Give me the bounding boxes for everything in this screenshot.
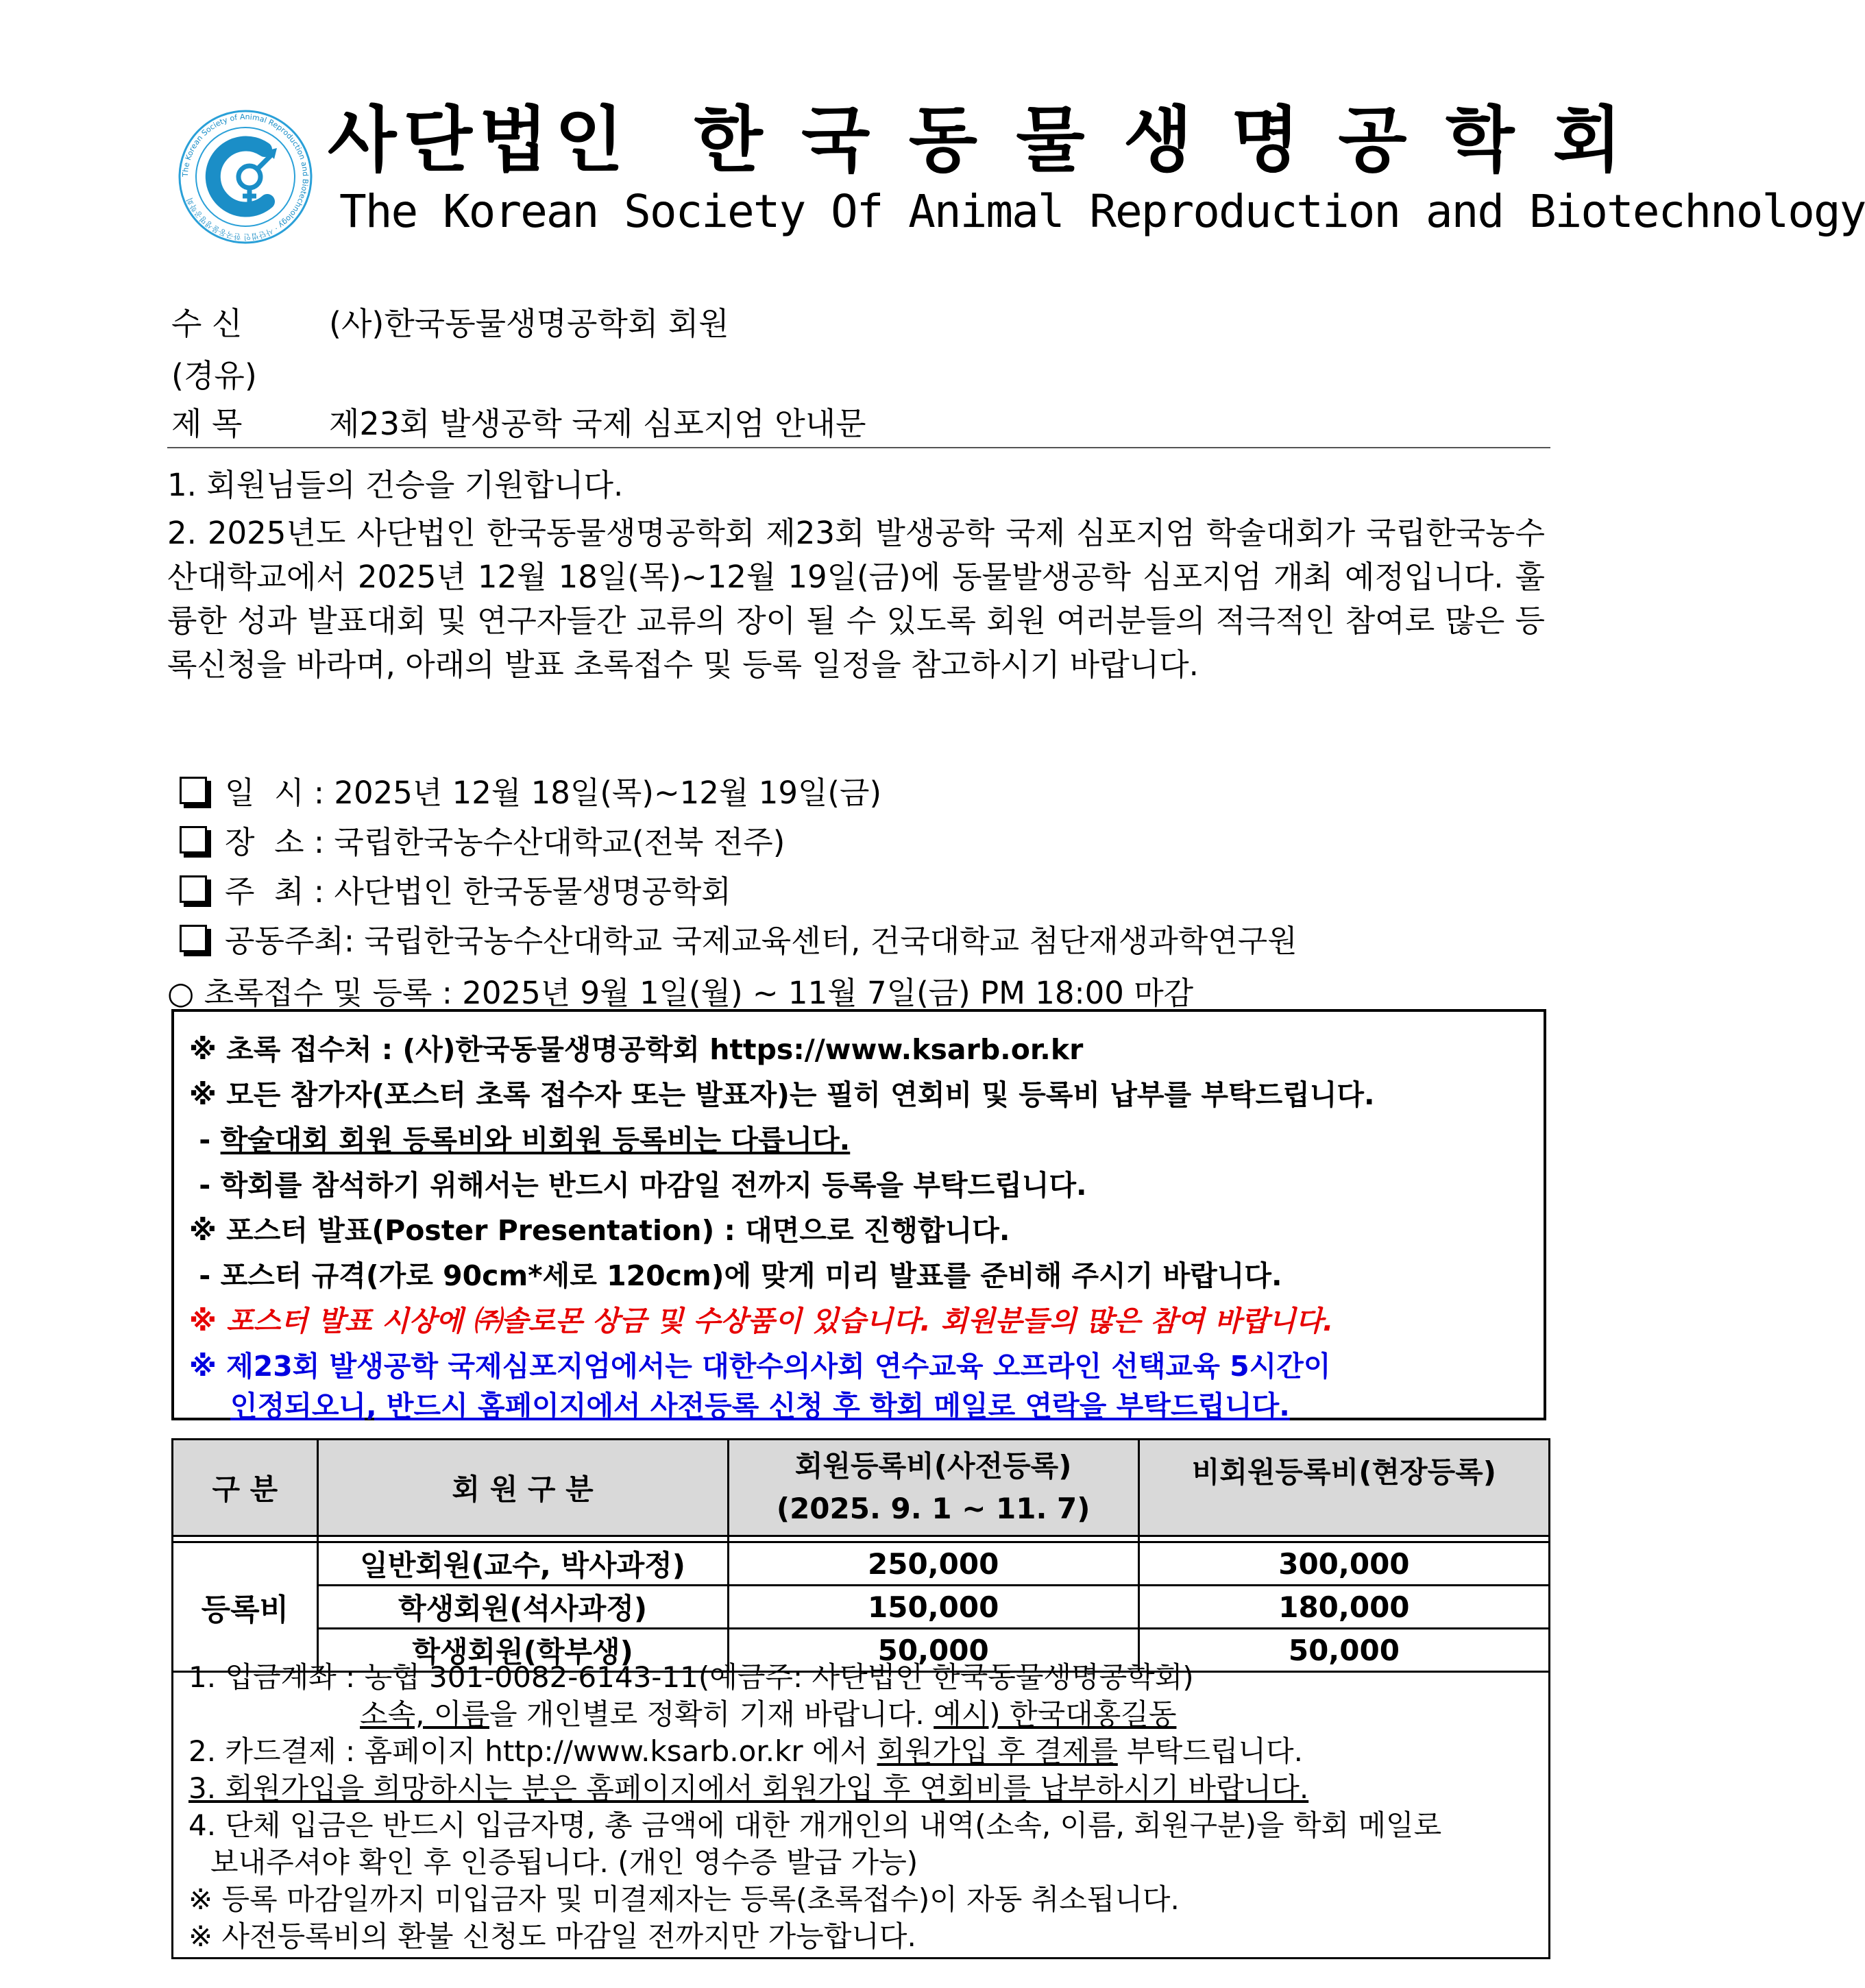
member-type-cell: 일반회원(교수, 박사과정) (317, 1542, 728, 1586)
member-type-cell: 학생회원(석사과정) (317, 1586, 728, 1629)
payment-account: 1. 입금계좌 : 농협 301-0082-6143-11(예금주: 사단법인 한국동물생명공학회) (188, 1660, 1194, 1694)
checkbox-icon (180, 777, 207, 804)
checkbox-icon (180, 875, 207, 903)
recipient-label: 수 신 (171, 305, 243, 342)
notice-fee-difference: - 학술대회 회원 등록비와 비회원 등록비는 다릅니다. (189, 1124, 851, 1156)
checkbox-icon (180, 925, 207, 952)
member-fee-cell: 150,000 (728, 1586, 1138, 1629)
col-category: 구 분 (173, 1440, 318, 1536)
col-member-fee: 회원등록비(사전등록) (2025. 9. 1 ∼ 11. 7) (728, 1440, 1138, 1536)
member-fee-cell: 250,000 (728, 1542, 1138, 1586)
payment-refund-notice: ※ 사전등록비의 환불 신청도 마감일 전까지만 가능합니다. (188, 1919, 916, 1953)
notice-abstract-submission: ※ 초록 접수처 : (사)한국동물생명공학회 https://www.ksarb.or.kr (189, 1033, 1084, 1066)
paragraph-announcement: 2. 2025년도 사단법인 한국동물생명공학회 제23회 발생공학 국제 심포지엄 학술대회가 국립한국농수산대학교에서 2025년 12월 18일(목)∼12월 19일(금)에 동물발생공학 심포지엄 개최 예정입니다. 훌륭한 성과 발표대회 및 연구자들간 교류의 장이 될 수 있도록 회원 여러분들의 적극적인 참여로 많은 등록신청을 바라며, 아래의 발표 초록접수 및 등록 일정을 참고하시기 바랍니다. (167, 515, 1545, 683)
subject-label: 제 목 (171, 405, 243, 442)
nonmember-fee-cell: 50,000 (1138, 1629, 1549, 1672)
society-logo-icon (177, 108, 314, 245)
svg-text:The Korean Society of Animal R: The Korean Society of Animal Reproduction and Biotechnology · 사단법인 한국동물생명공학회 (180, 112, 310, 242)
notice-poster-award: ※ 포스터 발표 시상에 ㈜솔로몬 상금 및 수상품이 있습니다. 회원분들의 많은 참여 바랍니다. (189, 1305, 1334, 1337)
member-type-cell: 학생회원(학부생) (317, 1629, 728, 1672)
table-row (173, 1586, 1550, 1629)
nonmember-fee-cell: 180,000 (1138, 1586, 1549, 1629)
notice-poster-size: - 포스터 규격(가로 90cm*세로 120cm)에 맞게 미리 발표를 준비해 주시기 바랍니다. (189, 1259, 1282, 1292)
notice-fee-required: ※ 모든 참가자(포스터 초록 접수자 또는 발표자)는 필히 연회비 및 등록비 납부를 부탁드립니다. (189, 1078, 1375, 1111)
notice-vet-education: ※ 제23회 발생공학 국제심포지엄에서는 대한수의사회 연수교육 오프라인 선택교육 5시간이 (189, 1350, 1331, 1383)
payment-cancel-notice: ※ 등록 마감일까지 미입금자 및 미결제자는 등록(초록접수)이 자동 취소됩니다. (188, 1882, 1180, 1916)
schedule-item-cohost: 공동주최: 국립한국농수산대학교 국제교육센터, 건국대학교 첨단재생과학연구원 (180, 916, 1297, 960)
header-divider (167, 447, 1550, 448)
payment-card: 2. 카드결제 : 홈페이지 http://www.ksarb.or.kr 에서 회원가입 후 결제를 부탁드립니다. (188, 1734, 1303, 1768)
table-header-row (173, 1440, 1550, 1536)
schedule-item-date: 일 시 : 2025년 12월 18일(목)~12월 19일(금) (180, 768, 881, 812)
table-row (173, 1542, 1550, 1586)
payment-group-cont: 보내주셔야 확인 후 인증됩니다. (개인 영수증 발급 가능) (210, 1845, 918, 1879)
abstract-deadline: ○ 초록접수 및 등록 : 2025년 9월 1일(월) ∼ 11월 7일(금) PM 18:00 마감 (167, 975, 1194, 1011)
notice-box (171, 1009, 1546, 1420)
payment-group: 4. 단체 입금은 반드시 입금자명, 총 금액에 대한 개개인의 내역(소속, 이름, 회원구분)을 학회 메일로 (188, 1808, 1442, 1842)
via-label: (경유) (171, 357, 257, 394)
notice-register-deadline: - 학회를 참석하기 위해서는 반드시 마감일 전까지 등록을 부탁드립니다. (189, 1169, 1087, 1202)
registration-fee-table (171, 1438, 1550, 1673)
recipient-value: (사)한국동물생명공학회 회원 (329, 305, 729, 342)
schedule-item-host: 주 최 : 사단법인 한국동물생명공학회 (180, 866, 731, 911)
schedule-item-venue: 장 소 : 국립한국농수산대학교(전북 전주) (180, 817, 785, 862)
col-nonmember-fee: 비회원등록비(현장등록) (1138, 1440, 1549, 1536)
row-group-fee: 등록비 (173, 1542, 318, 1672)
checkbox-icon (180, 826, 207, 853)
notice-vet-education-cont: 인정되오니, 반드시 홈페이지에서 사전등록 신청 후 학회 메일로 연락을 부탁드립니다. (230, 1390, 1290, 1422)
society-title-english: The Korean Society Of Animal Reproduction and Biotechnology (339, 185, 1865, 238)
payment-membership: 3. 회원가입을 희망하시는 분은 홈페이지에서 회원가입 후 연회비를 납부하시기 바랍니다. (188, 1771, 1309, 1805)
notice-poster-presentation: ※ 포스터 발표(Poster Presentation) : 대면으로 진행합니다. (189, 1214, 1010, 1247)
nonmember-fee-cell: 300,000 (1138, 1542, 1549, 1586)
paragraph-greeting: 1. 회원님들의 건승을 기원합니다. (167, 467, 624, 503)
col-member-type: 회 원 구 분 (317, 1440, 728, 1536)
society-title-korean: 사단법인 한 국 동 물 생 명 공 학 회 (328, 98, 1629, 182)
payment-info-box (171, 1644, 1550, 1959)
payment-account-note: 소속, 이름을 개인별로 정확히 기재 바랍니다. 예시) 한국대홍길동 (360, 1697, 1177, 1731)
subject-value: 제23회 발생공학 국제 심포지엄 안내문 (329, 405, 866, 442)
member-fee-cell: 50,000 (728, 1629, 1138, 1672)
